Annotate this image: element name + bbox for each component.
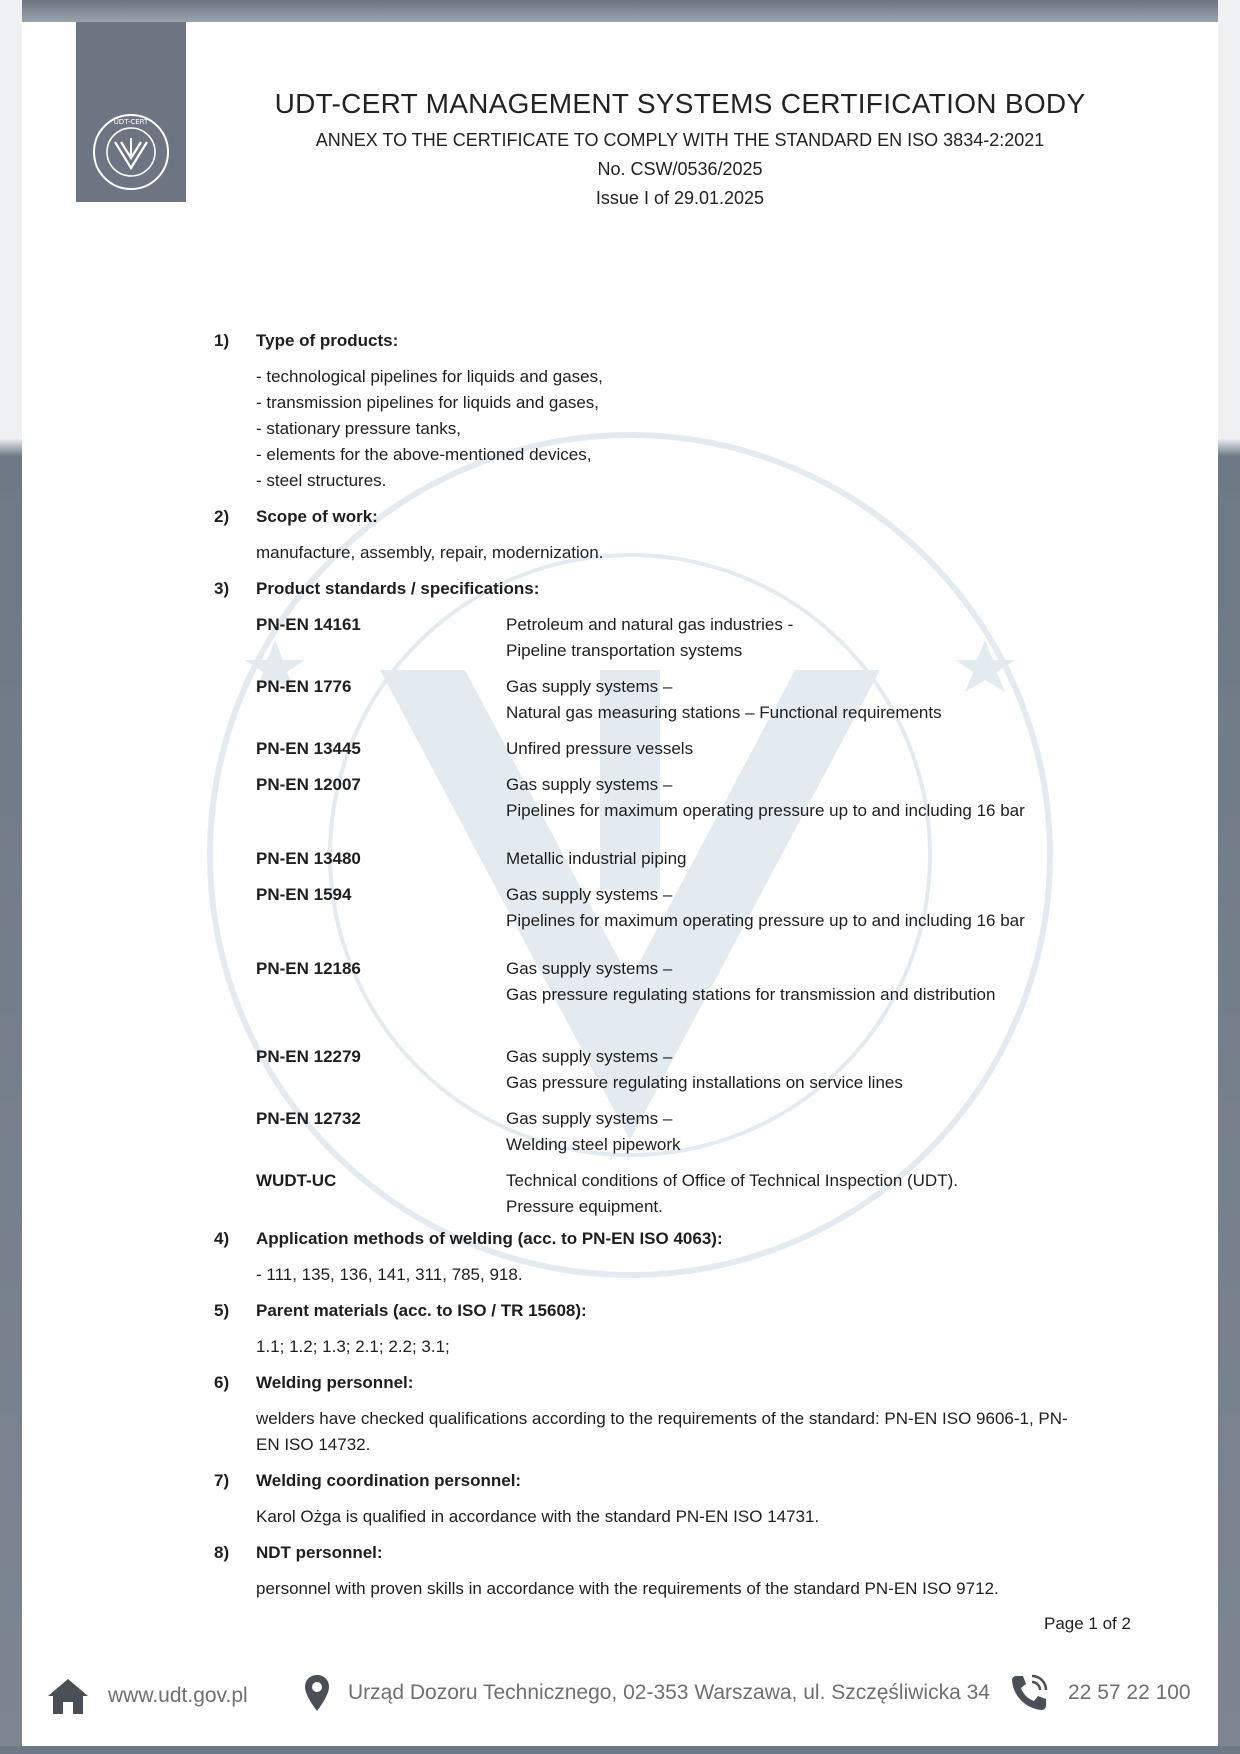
standard-description: Natural gas measuring stations – Functional requirements [506, 703, 942, 722]
annex-content [214, 322, 1094, 1602]
page-number: Page 1 of 2 [1044, 1614, 1131, 1633]
section-number: 4) [214, 1229, 230, 1248]
standard-row [256, 882, 1094, 934]
certificate-number: No. CSW/0536/2025 [597, 159, 763, 179]
standard-description: Gas supply systems – [506, 959, 673, 978]
footer-address [304, 1674, 990, 1712]
page-frame-left [0, 0, 22, 1754]
section-number: 1) [214, 331, 230, 350]
phone-number[interactable]: 22 57 22 100 [1068, 1681, 1191, 1704]
udt-cert-seal-icon [91, 112, 171, 192]
section-parent-materials [214, 1298, 1094, 1360]
page-frame-right [1218, 0, 1240, 1754]
section-number: 2) [214, 507, 230, 526]
document-subtitle: ANNEX TO THE CERTIFICATE TO COMPLY WITH THE STANDARD EN ISO 3834-2:2021 [315, 130, 1045, 150]
standard-description: Metallic industrial piping [506, 849, 687, 868]
location-pin-icon [304, 1674, 330, 1712]
list-item: - transmission pipelines for liquids and gases, [256, 393, 600, 412]
section-number: 5) [214, 1301, 230, 1320]
section-title: Product standards / specifications: [256, 579, 540, 598]
section-title: Welding coordination personnel: [256, 1471, 522, 1490]
standard-description: Technical conditions of Office of Technical Inspection (UDT). [506, 1171, 958, 1190]
standard-code: PN-EN 1776 [256, 677, 352, 696]
standard-row [256, 1106, 1094, 1158]
standard-row [256, 736, 1094, 762]
section-scope-of-work [214, 504, 1094, 566]
list-item: - elements for the above-mentioned devices, [256, 445, 592, 464]
standard-row [256, 956, 1094, 1008]
standard-row [256, 846, 1094, 872]
standard-code: PN-EN 13480 [256, 849, 361, 868]
section-ndt-personnel [214, 1540, 1094, 1602]
section-type-of-products [214, 328, 1094, 494]
list-item: - steel structures. [256, 471, 387, 490]
list-item: - technological pipelines for liquids and gases, [256, 367, 603, 386]
standard-description: Pipelines for maximum operating pressure up to and including 16 bar [506, 911, 1025, 930]
home-icon [46, 1676, 90, 1716]
standard-description: Gas supply systems – [506, 885, 673, 904]
standard-description: Petroleum and natural gas industries - [506, 615, 794, 634]
section-text: - 111, 135, 136, 141, 311, 785, 918. [256, 1265, 523, 1284]
section-title: Type of products: [256, 331, 399, 350]
section-title: Scope of work: [256, 507, 378, 526]
section-welding-coordination [214, 1468, 1094, 1530]
standard-description: Pipelines for maximum operating pressure up to and including 16 bar [506, 801, 1025, 820]
phone-icon [1008, 1672, 1050, 1714]
section-number: 3) [214, 579, 230, 598]
section-title: Welding personnel: [256, 1373, 414, 1392]
footer-phone[interactable] [1008, 1672, 1191, 1714]
standard-description: Gas supply systems – [506, 677, 673, 696]
page-frame-top [0, 0, 1240, 22]
standard-description: Pressure equipment. [506, 1197, 663, 1216]
section-text: 1.1; 1.2; 1.3; 2.1; 2.2; 3.1; [256, 1337, 450, 1356]
standard-code: PN-EN 1594 [256, 885, 352, 904]
section-title: NDT personnel: [256, 1543, 383, 1562]
standard-description: Gas supply systems – [506, 775, 673, 794]
list-item: - stationary pressure tanks, [256, 419, 462, 438]
issue-date: Issue I of 29.01.2025 [595, 188, 765, 208]
section-product-standards [214, 576, 1094, 1220]
standard-description: Welding steel pipework [506, 1135, 681, 1154]
document-header [230, 88, 1130, 209]
standard-code: PN-EN 14161 [256, 615, 361, 634]
section-text: Karol Ożga is qualified in accordance with the standard PN-EN ISO 14731. [256, 1507, 820, 1526]
website-link[interactable]: www.udt.gov.pl [108, 1684, 248, 1707]
standard-description: Gas pressure regulating stations for transmission and distribution [506, 985, 996, 1004]
section-welding-personnel [214, 1370, 1094, 1458]
standard-code: WUDT-UC [256, 1171, 337, 1190]
standard-code: PN-EN 13445 [256, 739, 361, 758]
standard-description: Gas supply systems – [506, 1109, 673, 1128]
section-text: personnel with proven skills in accordance with the requirements of the standard PN-EN ISO 9712. [256, 1579, 999, 1598]
address-text: Urząd Dozoru Technicznego, 02-353 Warszawa, ul. Szczęśliwicka 34 [348, 1681, 990, 1704]
section-number: 6) [214, 1373, 230, 1392]
udt-cert-logo [76, 22, 186, 202]
standard-description: Unfired pressure vessels [506, 739, 694, 758]
page-footer [0, 1668, 1240, 1728]
standard-code: PN-EN 12186 [256, 959, 361, 978]
section-text: manufacture, assembly, repair, modernization. [256, 543, 604, 562]
standard-code: PN-EN 12732 [256, 1109, 361, 1128]
standard-row [256, 674, 1094, 726]
section-title: Parent materials (acc. to ISO / TR 15608): [256, 1301, 587, 1320]
standard-row [256, 1044, 1094, 1096]
standard-description: Gas pressure regulating installations on service lines [506, 1073, 903, 1092]
standard-code: PN-EN 12279 [256, 1047, 361, 1066]
section-number: 8) [214, 1543, 230, 1562]
footer-website[interactable] [46, 1676, 248, 1716]
document-title: UDT-CERT MANAGEMENT SYSTEMS CERTIFICATION BODY [274, 88, 1086, 119]
section-welding-methods [214, 1226, 1094, 1288]
section-title: Application methods of welding (acc. to PN-EN ISO 4063): [256, 1229, 723, 1248]
section-text: EN ISO 14732. [256, 1435, 371, 1454]
svg-text:UDT-CERT: UDT-CERT [113, 118, 149, 126]
standard-row [256, 772, 1094, 824]
standard-description: Pipeline transportation systems [506, 641, 743, 660]
section-number: 7) [214, 1471, 230, 1490]
section-text: welders have checked qualifications according to the requirements of the standard: PN-EN ISO 9606-1, PN- [256, 1409, 1068, 1428]
page-frame-bottom [0, 1746, 1240, 1754]
standard-code: PN-EN 12007 [256, 775, 361, 794]
standard-description: Gas supply systems – [506, 1047, 673, 1066]
standard-row [256, 612, 1094, 664]
standard-row [256, 1168, 1094, 1220]
